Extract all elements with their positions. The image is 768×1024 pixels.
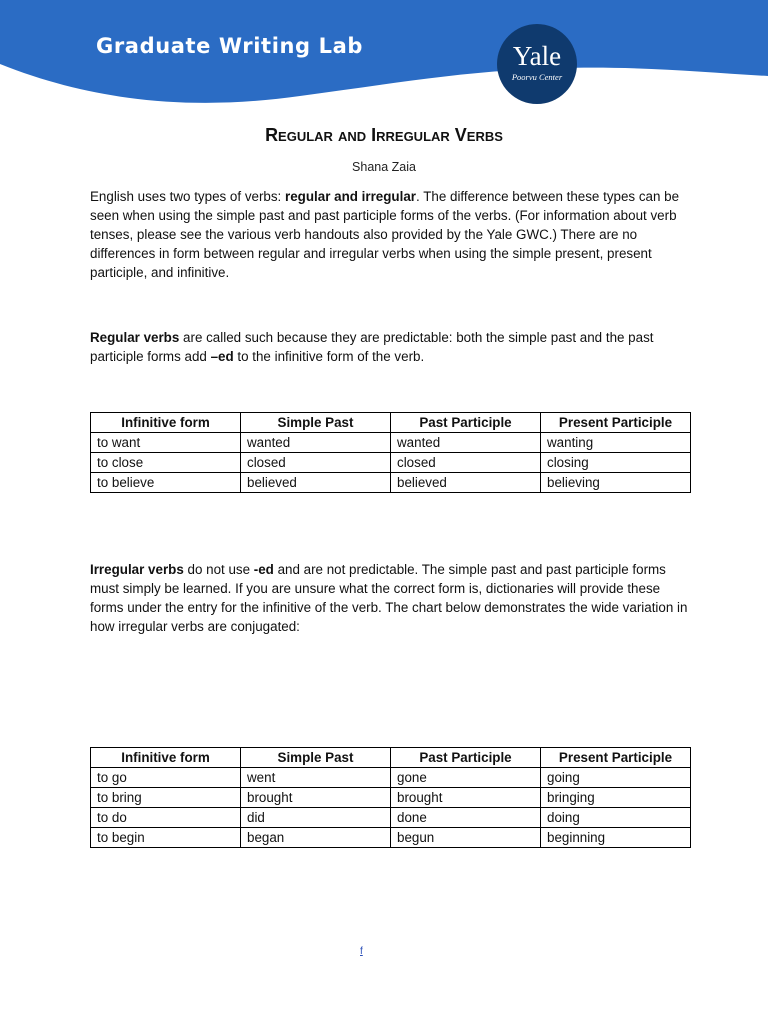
intro-text-end: . The difference between these types can be seen when using the simple past and past participle forms of the verbs. (For information about verb tenses, please see the various verb handouts also provided by the Yale GWC.) There are no differences in form between regular and irregular verbs when using the simple present, present participle, and infinitive. <box>90 189 680 280</box>
column-header: Past Participle <box>391 748 541 768</box>
logo-subtitle: Poorvu Center <box>511 72 563 82</box>
intro-bold: regular and irregular <box>285 189 416 204</box>
table-cell: believed <box>391 473 541 493</box>
document-title: Regular and Irregular Verbs <box>265 125 503 145</box>
regular-verbs-paragraph <box>90 328 690 366</box>
column-header: Past Participle <box>391 413 541 433</box>
table-cell: closed <box>241 453 391 473</box>
table-row <box>91 808 691 828</box>
table-row <box>91 473 691 493</box>
table-cell: wanted <box>241 433 391 453</box>
table-cell: believing <box>541 473 691 493</box>
irregular-verbs-text: do not use <box>183 562 254 577</box>
irregular-verbs-paragraph <box>90 560 690 636</box>
table-cell: brought <box>391 788 541 808</box>
table-cell: brought <box>241 788 391 808</box>
table-row <box>91 453 691 473</box>
table-cell: to go <box>91 768 241 788</box>
table-cell: going <box>541 768 691 788</box>
column-header: Present Participle <box>541 748 691 768</box>
column-header: Simple Past <box>241 748 391 768</box>
table-cell: done <box>391 808 541 828</box>
lab-title: Graduate Writing Lab <box>96 34 363 58</box>
table-row <box>91 788 691 808</box>
table-cell: wanted <box>391 433 541 453</box>
table-row <box>91 828 691 848</box>
table-cell: bringing <box>541 788 691 808</box>
table-cell: to want <box>91 433 241 453</box>
table-cell: to begin <box>91 828 241 848</box>
irregular-verbs-lead: Irregular verbs <box>90 562 184 577</box>
table-cell: to do <box>91 808 241 828</box>
header-banner <box>0 0 768 112</box>
regular-verbs-table <box>90 412 691 493</box>
column-header: Infinitive form <box>91 413 241 433</box>
irregular-verbs-text-end: and are not predictable. The simple past and past participle forms must simply be learned. If you are unsure what the correct form is, dictionaries will provide these forms under the entry for the infinitive of the verb. The chart below demonstrates the wide variation in how irregular verbs are conjugated: <box>90 562 688 634</box>
table-cell: closing <box>541 453 691 473</box>
table-cell: doing <box>541 808 691 828</box>
regular-suffix: –ed <box>210 349 234 364</box>
irregular-verbs-table <box>90 747 691 848</box>
column-header: Present Participle <box>541 413 691 433</box>
table-cell: beginning <box>541 828 691 848</box>
table-cell: to bring <box>91 788 241 808</box>
table-cell: closed <box>391 453 541 473</box>
table-cell: to believe <box>91 473 241 493</box>
regular-verbs-text-end: to the infinitive form of the verb. <box>233 349 425 364</box>
table-cell: began <box>241 828 391 848</box>
column-header: Infinitive form <box>91 748 241 768</box>
intro-paragraph <box>90 187 690 282</box>
intro-text-start: English uses two types of verbs: <box>90 189 286 204</box>
author-name: Shana Zaia <box>352 160 416 174</box>
column-header: Simple Past <box>241 413 391 433</box>
footnote-link[interactable]: f <box>360 946 363 957</box>
table-header-row <box>91 748 691 768</box>
regular-verbs-lead: Regular verbs <box>90 330 180 345</box>
table-row <box>91 433 691 453</box>
table-cell: went <box>241 768 391 788</box>
table-cell: did <box>241 808 391 828</box>
irregular-suffix: -ed <box>253 562 274 577</box>
table-cell: believed <box>241 473 391 493</box>
logo-word: Yale <box>512 41 562 71</box>
table-header-row <box>91 413 691 433</box>
table-cell: begun <box>391 828 541 848</box>
table-cell: wanting <box>541 433 691 453</box>
table-row <box>91 768 691 788</box>
table-cell: to close <box>91 453 241 473</box>
yale-logo <box>497 24 577 104</box>
regular-verbs-text: are called such because they are predictable: both the simple past and the past participle forms add <box>90 330 654 364</box>
table-cell: gone <box>391 768 541 788</box>
